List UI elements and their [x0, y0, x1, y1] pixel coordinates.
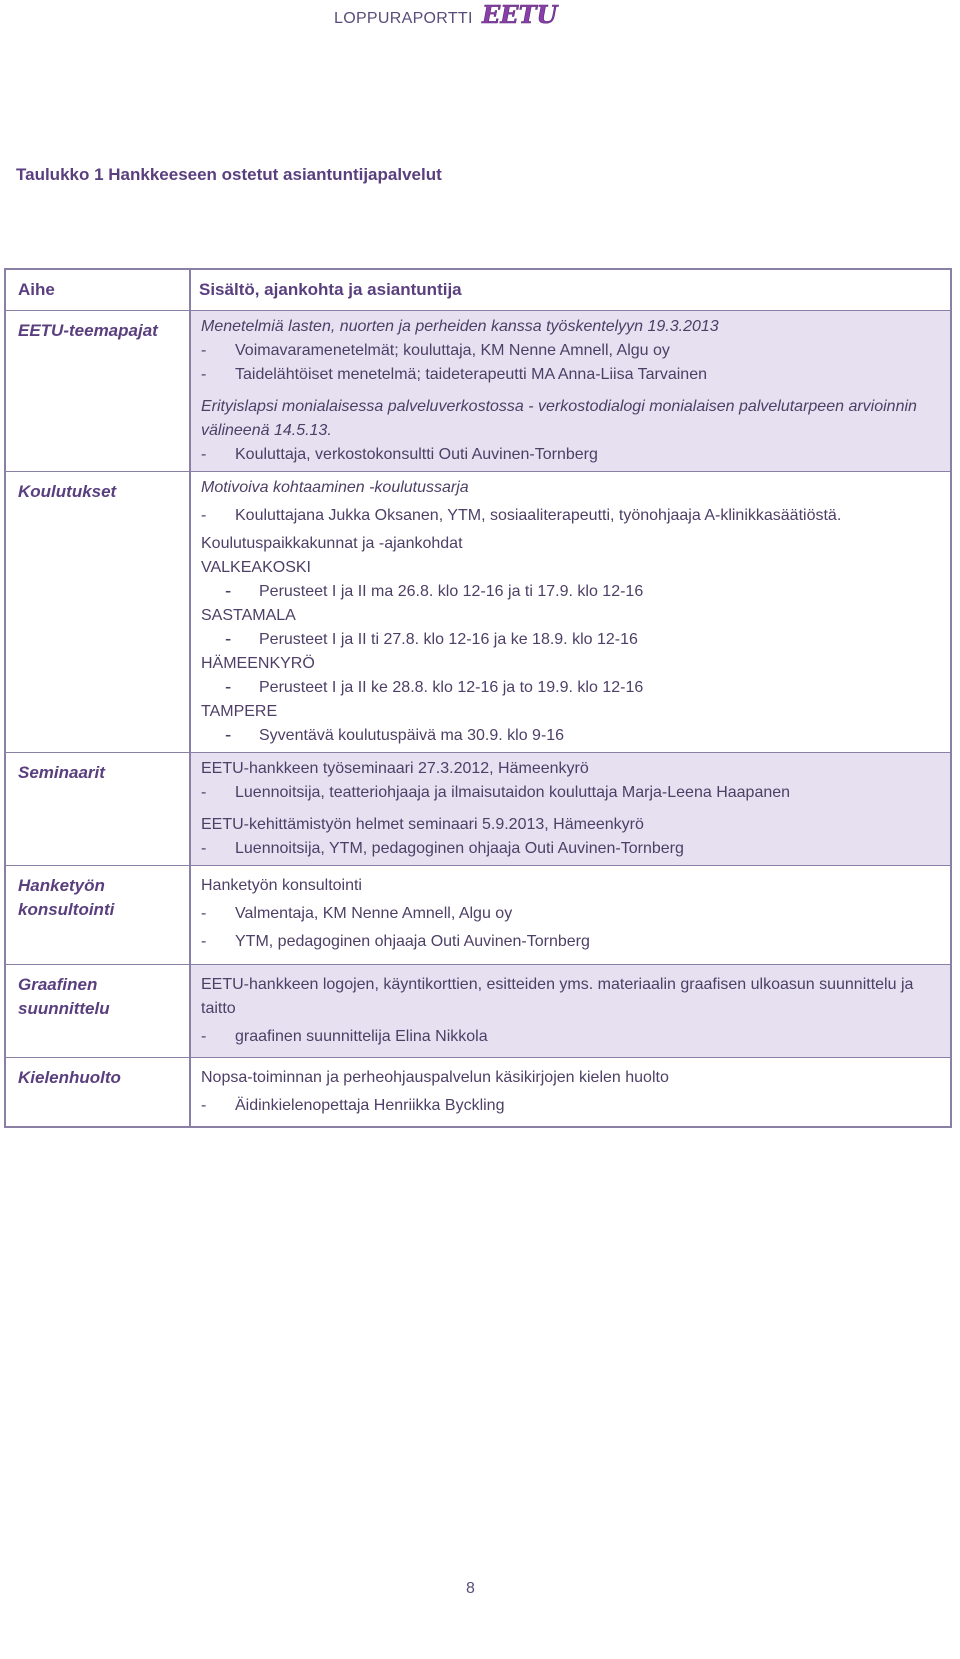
koulutus-title: Motivoiva kohtaaminen -koulutussarja — [201, 479, 469, 496]
label-konsultointi: Hanketyön konsultointi — [5, 866, 190, 965]
list-item: - Perusteet I ja II ke 28.8. klo 12-16 ja to 19.9. klo 12-16 — [225, 677, 644, 698]
content-seminaarit — [190, 753, 951, 866]
table-caption: Taulukko 1 Hankkeeseen ostetut asiantuntijapalvelut — [16, 165, 442, 184]
list-item: - Syventävä koulutuspäivä ma 30.9. klo 9-16 — [225, 725, 565, 746]
list-item: - Taidelähtöiset menetelmä; taideterapeutti MA Anna-Liisa Tarvainen — [201, 366, 707, 383]
teema-block1-title: Menetelmiä lasten, nuorten ja perheiden kanssa työskentelyyn 19.3.2013 — [201, 318, 719, 335]
label-koulutukset: Koulutukset — [5, 472, 190, 753]
content-konsultointi — [190, 866, 951, 965]
header-content: Sisältö, ajankohta ja asiantuntija — [190, 269, 951, 311]
label-graafinen: Graafinen suunnittelu — [5, 965, 190, 1058]
row-kielenhuolto — [5, 1058, 951, 1128]
place-name: VALKEAKOSKI — [201, 559, 311, 576]
place-name: SASTAMALA — [201, 607, 296, 624]
label-seminaarit: Seminaarit — [5, 753, 190, 866]
place-name: TAMPERE — [201, 703, 278, 720]
list-item: - Luennoitsija, teatteriohjaaja ja ilmaisutaidon kouluttaja Marja-Leena Haapanen — [201, 784, 791, 801]
eetu-logo — [480, 1, 572, 29]
language-title: Nopsa-toiminnan ja perheohjauspalvelun käsikirjojen kielen huolto — [201, 1069, 669, 1086]
list-item: - Äidinkielenopettaja Henriikka Byckling — [201, 1097, 505, 1114]
content-kielenhuolto — [190, 1058, 951, 1128]
page-header — [0, 0, 960, 40]
list-item: - Perusteet I ja II ti 27.8. klo 12-16 ja ke 18.9. klo 12-16 — [225, 629, 638, 650]
consulting-title: Hanketyön konsultointi — [201, 877, 362, 894]
seminar-title: EETU-kehittämistyön helmet seminaari 5.9.2013, Hämeenkyrö — [201, 816, 644, 833]
label-kielenhuolto: Kielenhuolto — [5, 1058, 190, 1128]
page-number: 8 — [466, 1580, 475, 1597]
services-table — [4, 268, 952, 1128]
list-item: - Kouluttajana Jukka Oksanen, YTM, sosiaaliterapeutti, työnohjaaja A-klinikkasäätiöstä. — [201, 507, 842, 524]
content-graafinen — [190, 965, 951, 1058]
list-item: - Luennoitsija, YTM, pedagoginen ohjaaja Outi Auvinen-Tornberg — [201, 840, 684, 857]
content-teemapajat — [190, 311, 951, 472]
row-graafinen — [5, 965, 951, 1058]
label-teemapajat: EETU-teemapajat — [5, 311, 190, 472]
list-item: - Valmentaja, KM Nenne Amnell, Algu oy — [201, 905, 513, 922]
content-koulutukset — [190, 472, 951, 753]
list-item: - Voimavaramenetelmät; kouluttaja, KM Nenne Amnell, Algu oy — [201, 342, 670, 359]
report-title: LOPPURAPORTTI — [334, 10, 473, 27]
table-header-row — [5, 269, 951, 311]
list-item: - graafinen suunnittelija Elina Nikkola — [201, 1028, 488, 1045]
list-item: - Perusteet I ja II ma 26.8. klo 12-16 ja ti 17.9. klo 12-16 — [225, 581, 644, 602]
seminar-title: EETU-hankkeen työseminaari 27.3.2012, Hämeenkyrö — [201, 760, 589, 777]
row-teemapajat — [5, 311, 951, 472]
svg-text:EETU: EETU — [482, 1, 558, 29]
list-item: - YTM, pedagoginen ohjaaja Outi Auvinen-Tornberg — [201, 933, 590, 950]
place-name: HÄMEENKYRÖ — [201, 655, 315, 672]
graphic-title: EETU-hankkeen logojen, käyntikorttien, esitteiden yms. materiaalin graafisen ulkoasun suunnittelu ja taitto — [201, 976, 914, 1017]
row-konsultointi — [5, 866, 951, 965]
row-koulutukset — [5, 472, 951, 753]
list-item: - Kouluttaja, verkostokonsultti Outi Auvinen-Tornberg — [201, 446, 598, 463]
header-topic: Aihe — [5, 269, 190, 311]
row-seminaarit — [5, 753, 951, 866]
places-title: Koulutuspaikkakunnat ja -ajankohdat — [201, 535, 463, 552]
teema-block2-title: Erityislapsi monialaisessa palveluverkostossa - verkostodialogi monialaisen palvelutarpeen arvioinnin välineenä 14.5.13. — [201, 398, 917, 439]
